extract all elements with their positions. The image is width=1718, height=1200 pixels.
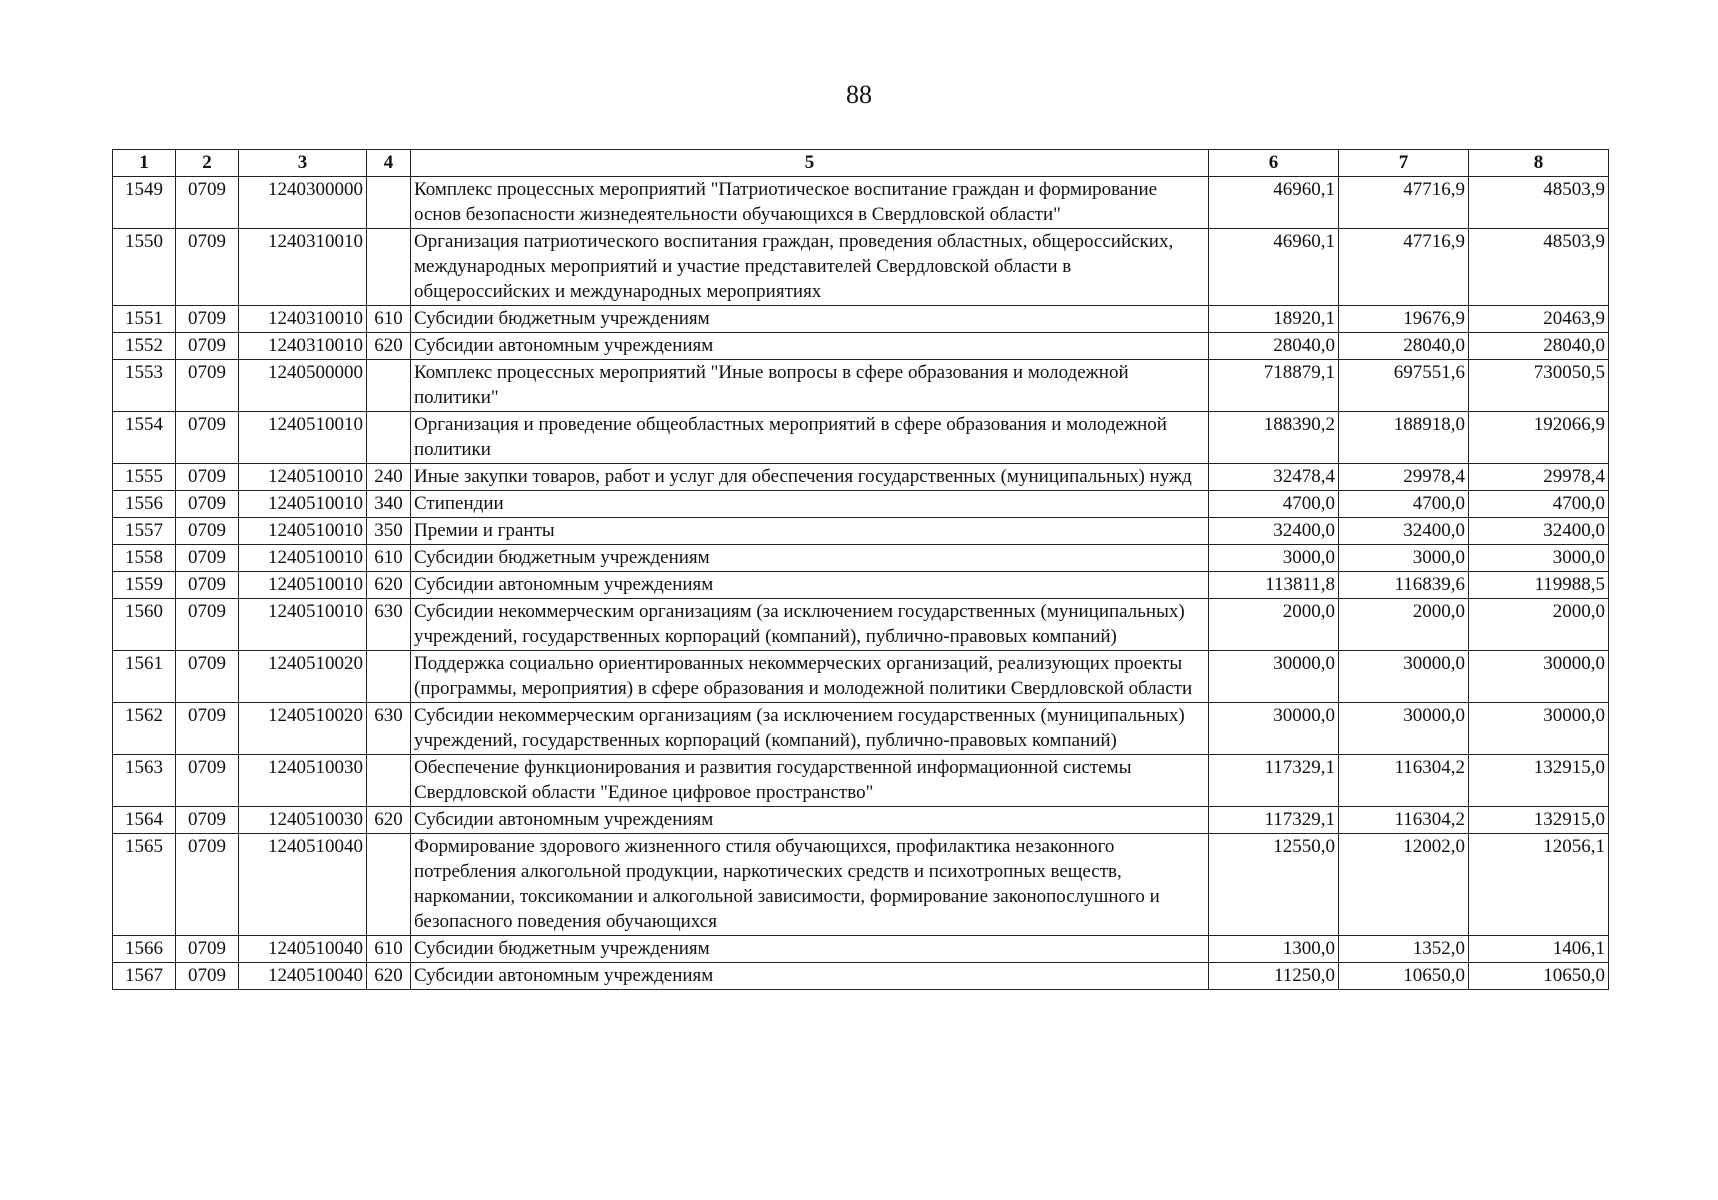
header-col-3: 3 <box>239 150 367 177</box>
amount-col-7-cell: 2000,0 <box>1339 599 1469 651</box>
amount-col-7-cell: 697551,6 <box>1339 360 1469 412</box>
table-row <box>113 963 1609 990</box>
row-number-cell: 1549 <box>113 177 176 229</box>
header-col-1: 1 <box>113 150 176 177</box>
item-name-cell: Обеспечение функционирования и развития государственной информационной системы Свердловской области "Единое цифровое пространство" <box>411 755 1209 807</box>
section-code-cell: 0709 <box>176 333 239 360</box>
section-code-cell: 0709 <box>176 464 239 491</box>
item-name-cell: Субсидии автономным учреждениям <box>411 807 1209 834</box>
expense-type-cell <box>367 834 411 936</box>
section-code-cell: 0709 <box>176 599 239 651</box>
target-article-cell: 1240500000 <box>239 360 367 412</box>
amount-col-6-cell: 32478,4 <box>1209 464 1339 491</box>
target-article-cell: 1240510040 <box>239 963 367 990</box>
amount-col-8-cell: 48503,9 <box>1469 229 1609 306</box>
header-col-2: 2 <box>176 150 239 177</box>
amount-col-8-cell: 2000,0 <box>1469 599 1609 651</box>
amount-col-6-cell: 11250,0 <box>1209 963 1339 990</box>
header-row <box>113 150 1609 177</box>
row-number-cell: 1555 <box>113 464 176 491</box>
section-code-cell: 0709 <box>176 807 239 834</box>
item-name-cell: Премии и гранты <box>411 518 1209 545</box>
item-name-cell: Комплекс процессных мероприятий "Патриотическое воспитание граждан и формирование основ безопасности жизнедеятельности обучающихся в Свердловской области" <box>411 177 1209 229</box>
amount-col-7-cell: 116304,2 <box>1339 755 1469 807</box>
section-code-cell: 0709 <box>176 936 239 963</box>
target-article-cell: 1240510010 <box>239 491 367 518</box>
section-code-cell: 0709 <box>176 306 239 333</box>
item-name-cell: Организация патриотического воспитания граждан, проведения областных, общероссийских, международных мероприятий и участие представителей Свердловской области в общероссийских и международных мероприятиях <box>411 229 1209 306</box>
amount-col-8-cell: 119988,5 <box>1469 572 1609 599</box>
amount-col-7-cell: 30000,0 <box>1339 703 1469 755</box>
amount-col-7-cell: 188918,0 <box>1339 412 1469 464</box>
target-article-cell: 1240300000 <box>239 177 367 229</box>
amount-col-8-cell: 32400,0 <box>1469 518 1609 545</box>
item-name-cell: Субсидии автономным учреждениям <box>411 963 1209 990</box>
amount-col-7-cell: 47716,9 <box>1339 177 1469 229</box>
target-article-cell: 1240310010 <box>239 306 367 333</box>
table-row <box>113 491 1609 518</box>
table-row <box>113 177 1609 229</box>
amount-col-8-cell: 10650,0 <box>1469 963 1609 990</box>
row-number-cell: 1559 <box>113 572 176 599</box>
expense-type-cell: 350 <box>367 518 411 545</box>
row-number-cell: 1561 <box>113 651 176 703</box>
target-article-cell: 1240510040 <box>239 936 367 963</box>
table-row <box>113 229 1609 306</box>
amount-col-6-cell: 46960,1 <box>1209 177 1339 229</box>
target-article-cell: 1240510010 <box>239 545 367 572</box>
table-row <box>113 807 1609 834</box>
section-code-cell: 0709 <box>176 703 239 755</box>
amount-col-6-cell: 188390,2 <box>1209 412 1339 464</box>
row-number-cell: 1557 <box>113 518 176 545</box>
item-name-cell: Субсидии бюджетным учреждениям <box>411 545 1209 572</box>
expense-type-cell <box>367 360 411 412</box>
item-name-cell: Стипендии <box>411 491 1209 518</box>
table-row <box>113 333 1609 360</box>
row-number-cell: 1562 <box>113 703 176 755</box>
expense-type-cell: 610 <box>367 306 411 333</box>
header-col-7: 7 <box>1339 150 1469 177</box>
row-number-cell: 1558 <box>113 545 176 572</box>
amount-col-7-cell: 1352,0 <box>1339 936 1469 963</box>
target-article-cell: 1240310010 <box>239 333 367 360</box>
table-body <box>113 177 1609 990</box>
table-row <box>113 572 1609 599</box>
expense-type-cell: 620 <box>367 963 411 990</box>
target-article-cell: 1240310010 <box>239 229 367 306</box>
header-col-6: 6 <box>1209 150 1339 177</box>
item-name-cell: Формирование здорового жизненного стиля обучающихся, профилактика незаконного потребления алкогольной продукции, наркотических средств и психотропных веществ, наркомании, токсикомании и алкогольной зависимости, формирование законопослушного и безопасного поведения обучающихся <box>411 834 1209 936</box>
item-name-cell: Субсидии бюджетным учреждениям <box>411 936 1209 963</box>
amount-col-6-cell: 32400,0 <box>1209 518 1339 545</box>
amount-col-8-cell: 28040,0 <box>1469 333 1609 360</box>
amount-col-6-cell: 3000,0 <box>1209 545 1339 572</box>
amount-col-7-cell: 116839,6 <box>1339 572 1469 599</box>
amount-col-7-cell: 116304,2 <box>1339 807 1469 834</box>
target-article-cell: 1240510010 <box>239 518 367 545</box>
amount-col-7-cell: 32400,0 <box>1339 518 1469 545</box>
item-name-cell: Субсидии некоммерческим организациям (за исключением государственных (муниципальных) учреждений, государственных корпораций (компаний), публично-правовых компаний) <box>411 703 1209 755</box>
row-number-cell: 1560 <box>113 599 176 651</box>
table-row <box>113 306 1609 333</box>
row-number-cell: 1565 <box>113 834 176 936</box>
item-name-cell: Субсидии автономным учреждениям <box>411 333 1209 360</box>
amount-col-8-cell: 29978,4 <box>1469 464 1609 491</box>
amount-col-7-cell: 28040,0 <box>1339 333 1469 360</box>
amount-col-6-cell: 113811,8 <box>1209 572 1339 599</box>
section-code-cell: 0709 <box>176 545 239 572</box>
amount-col-8-cell: 20463,9 <box>1469 306 1609 333</box>
amount-col-6-cell: 2000,0 <box>1209 599 1339 651</box>
section-code-cell: 0709 <box>176 755 239 807</box>
amount-col-6-cell: 30000,0 <box>1209 703 1339 755</box>
section-code-cell: 0709 <box>176 651 239 703</box>
amount-col-6-cell: 718879,1 <box>1209 360 1339 412</box>
section-code-cell: 0709 <box>176 963 239 990</box>
table-row <box>113 464 1609 491</box>
row-number-cell: 1556 <box>113 491 176 518</box>
target-article-cell: 1240510030 <box>239 755 367 807</box>
row-number-cell: 1566 <box>113 936 176 963</box>
row-number-cell: 1552 <box>113 333 176 360</box>
table-row <box>113 545 1609 572</box>
section-code-cell: 0709 <box>176 834 239 936</box>
amount-col-7-cell: 47716,9 <box>1339 229 1469 306</box>
target-article-cell: 1240510020 <box>239 651 367 703</box>
amount-col-7-cell: 4700,0 <box>1339 491 1469 518</box>
header-col-5: 5 <box>411 150 1209 177</box>
amount-col-8-cell: 4700,0 <box>1469 491 1609 518</box>
item-name-cell: Иные закупки товаров, работ и услуг для обеспечения государственных (муниципальных) нужд <box>411 464 1209 491</box>
expense-type-cell <box>367 229 411 306</box>
item-name-cell: Субсидии бюджетным учреждениям <box>411 306 1209 333</box>
amount-col-8-cell: 48503,9 <box>1469 177 1609 229</box>
table-row <box>113 651 1609 703</box>
target-article-cell: 1240510040 <box>239 834 367 936</box>
target-article-cell: 1240510010 <box>239 464 367 491</box>
table-row <box>113 360 1609 412</box>
expense-type-cell: 620 <box>367 807 411 834</box>
row-number-cell: 1553 <box>113 360 176 412</box>
table-header <box>113 150 1609 177</box>
amount-col-7-cell: 19676,9 <box>1339 306 1469 333</box>
expense-type-cell: 630 <box>367 703 411 755</box>
amount-col-6-cell: 18920,1 <box>1209 306 1339 333</box>
expense-type-cell <box>367 177 411 229</box>
amount-col-8-cell: 1406,1 <box>1469 936 1609 963</box>
item-name-cell: Организация и проведение общеобластных мероприятий в сфере образования и молодежной политики <box>411 412 1209 464</box>
header-col-4: 4 <box>367 150 411 177</box>
amount-col-6-cell: 117329,1 <box>1209 807 1339 834</box>
row-number-cell: 1564 <box>113 807 176 834</box>
amount-col-7-cell: 30000,0 <box>1339 651 1469 703</box>
target-article-cell: 1240510010 <box>239 599 367 651</box>
expense-type-cell: 630 <box>367 599 411 651</box>
table-row <box>113 599 1609 651</box>
table-row <box>113 518 1609 545</box>
amount-col-6-cell: 117329,1 <box>1209 755 1339 807</box>
expense-type-cell <box>367 412 411 464</box>
section-code-cell: 0709 <box>176 572 239 599</box>
item-name-cell: Субсидии некоммерческим организациям (за исключением государственных (муниципальных) учреждений, государственных корпораций (компаний), публично-правовых компаний) <box>411 599 1209 651</box>
expense-type-cell: 620 <box>367 572 411 599</box>
expense-type-cell: 610 <box>367 545 411 572</box>
header-col-8: 8 <box>1469 150 1609 177</box>
row-number-cell: 1550 <box>113 229 176 306</box>
row-number-cell: 1551 <box>113 306 176 333</box>
expense-type-cell: 610 <box>367 936 411 963</box>
section-code-cell: 0709 <box>176 412 239 464</box>
expense-type-cell: 240 <box>367 464 411 491</box>
amount-col-8-cell: 3000,0 <box>1469 545 1609 572</box>
amount-col-7-cell: 10650,0 <box>1339 963 1469 990</box>
amount-col-8-cell: 30000,0 <box>1469 703 1609 755</box>
table-row <box>113 703 1609 755</box>
amount-col-7-cell: 3000,0 <box>1339 545 1469 572</box>
expense-type-cell: 620 <box>367 333 411 360</box>
amount-col-7-cell: 29978,4 <box>1339 464 1469 491</box>
amount-col-6-cell: 46960,1 <box>1209 229 1339 306</box>
row-number-cell: 1563 <box>113 755 176 807</box>
amount-col-8-cell: 192066,9 <box>1469 412 1609 464</box>
item-name-cell: Поддержка социально ориентированных некоммерческих организаций, реализующих проекты (программы, мероприятия) в сфере образования и молодежной политики Свердловской области <box>411 651 1209 703</box>
expense-type-cell: 340 <box>367 491 411 518</box>
row-number-cell: 1554 <box>113 412 176 464</box>
section-code-cell: 0709 <box>176 491 239 518</box>
amount-col-6-cell: 1300,0 <box>1209 936 1339 963</box>
table-row <box>113 834 1609 936</box>
item-name-cell: Комплекс процессных мероприятий "Иные вопросы в сфере образования и молодежной политики" <box>411 360 1209 412</box>
amount-col-8-cell: 132915,0 <box>1469 807 1609 834</box>
expense-type-cell <box>367 755 411 807</box>
section-code-cell: 0709 <box>176 360 239 412</box>
budget-table <box>112 149 1609 990</box>
section-code-cell: 0709 <box>176 229 239 306</box>
amount-col-6-cell: 28040,0 <box>1209 333 1339 360</box>
target-article-cell: 1240510010 <box>239 412 367 464</box>
amount-col-8-cell: 132915,0 <box>1469 755 1609 807</box>
row-number-cell: 1567 <box>113 963 176 990</box>
table-row <box>113 412 1609 464</box>
amount-col-8-cell: 730050,5 <box>1469 360 1609 412</box>
target-article-cell: 1240510010 <box>239 572 367 599</box>
table-row <box>113 755 1609 807</box>
amount-col-6-cell: 30000,0 <box>1209 651 1339 703</box>
amount-col-6-cell: 12550,0 <box>1209 834 1339 936</box>
item-name-cell: Субсидии автономным учреждениям <box>411 572 1209 599</box>
amount-col-6-cell: 4700,0 <box>1209 491 1339 518</box>
amount-col-7-cell: 12002,0 <box>1339 834 1469 936</box>
amount-col-8-cell: 30000,0 <box>1469 651 1609 703</box>
expense-type-cell <box>367 651 411 703</box>
section-code-cell: 0709 <box>176 177 239 229</box>
table-row <box>113 936 1609 963</box>
amount-col-8-cell: 12056,1 <box>1469 834 1609 936</box>
target-article-cell: 1240510030 <box>239 807 367 834</box>
page-number: 88 <box>846 80 872 109</box>
target-article-cell: 1240510020 <box>239 703 367 755</box>
section-code-cell: 0709 <box>176 518 239 545</box>
